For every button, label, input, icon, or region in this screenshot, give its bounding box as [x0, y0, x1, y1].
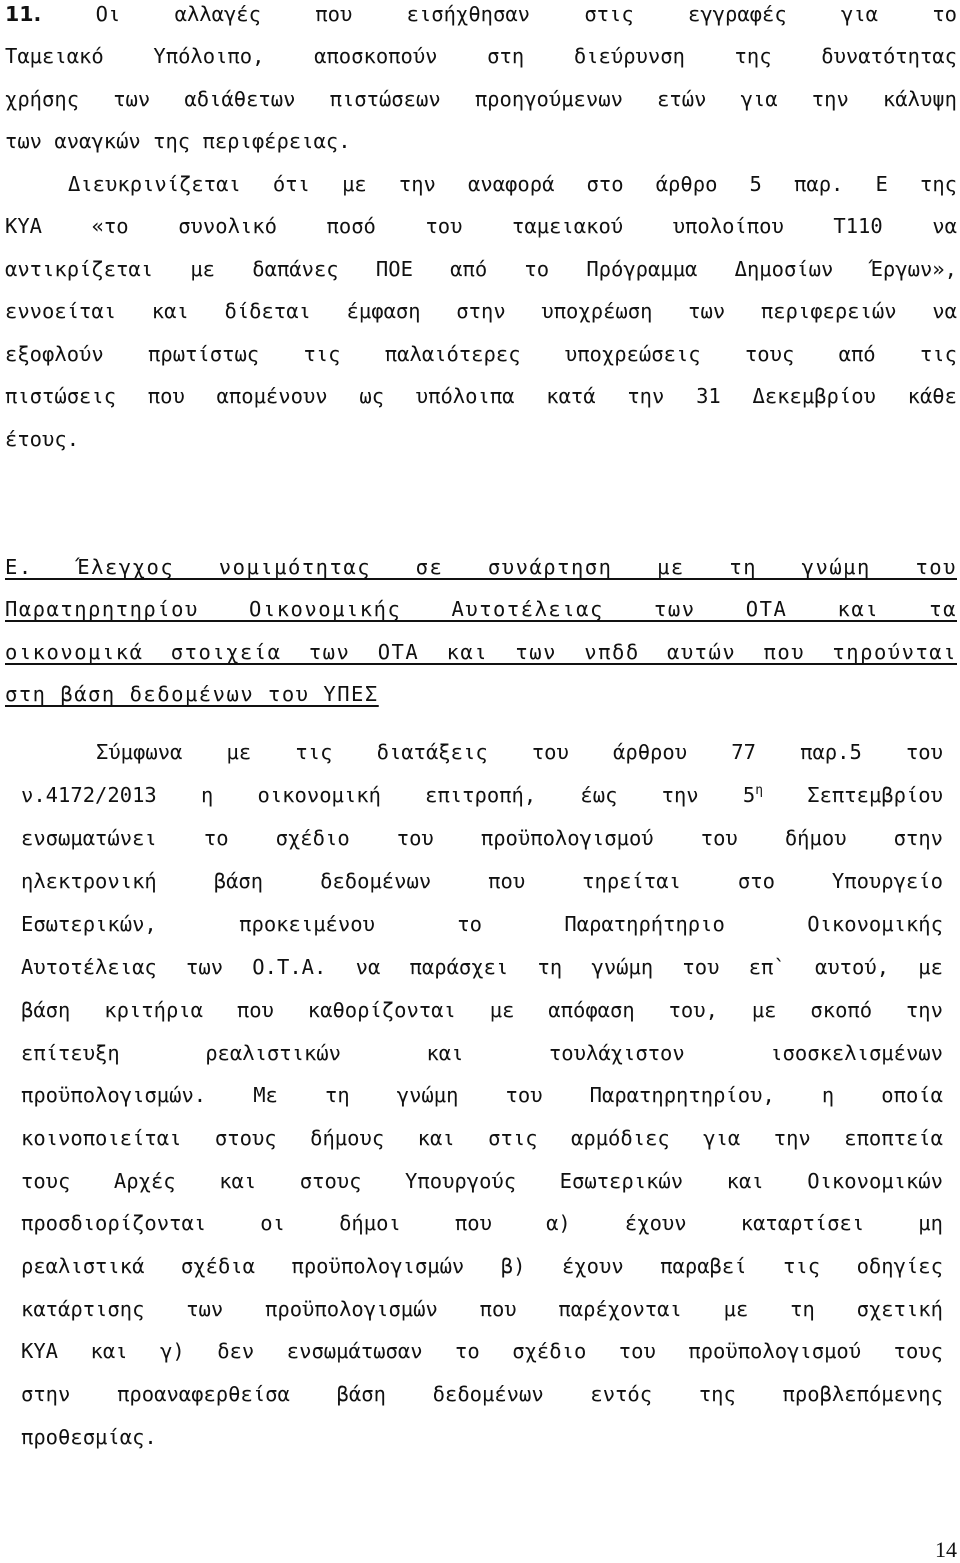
section-11-line-1: 11. Οι αλλαγές που εισήχθησαν στις εγγραφές για το — [5, 2, 957, 26]
body-line-10: κοινοποιείται στους δήμους και στις αρμόδιες για την εποπτεία — [21, 1126, 943, 1150]
body-line-14: κατάρτισης των προϋπολογισμών που παρέχονται με τη σχετική — [21, 1297, 943, 1321]
heading-line-3: οικονομικά στοιχεία των ΟΤΑ και των νπδδ αυτών που τηρούνται — [5, 640, 957, 664]
body-line-12: προσδιορίζονται οι δήμοι που α) έχουν καταρτίσει μη — [21, 1211, 943, 1235]
body-line-9: προϋπολογισμών. Με τη γνώμη του Παρατηρητηρίου, η οποία — [21, 1083, 943, 1107]
section-11-line-5: Διευκρινίζεται ότι με την αναφορά στο άρθρο 5 παρ. Ε της — [68, 172, 957, 196]
section-11-line-7: αντικρίζεται με δαπάνες ΠΟΕ από το Πρόγραμμα Δημοσίων Έργων», — [5, 257, 957, 281]
body-line-7: βάση κριτήρια που καθορίζονται με απόφαση του, με σκοπό την — [21, 998, 943, 1022]
body-line-4: ηλεκτρονική βάση δεδομένων που τηρείται στο Υπουργείο — [21, 869, 943, 893]
body-line-13: ρεαλιστικά σχέδια προϋπολογισμών β) έχουν παραβεί τις οδηγίες — [21, 1254, 943, 1278]
body-line-11: τους Αρχές και στους Υπουργούς Εσωτερικών και Οικονομικών — [21, 1169, 943, 1193]
section-11-line-6: ΚΥΑ «το συνολικό ποσό του ταμειακού υπολοίπου Τ110 να — [5, 214, 957, 238]
body-line-8: επίτευξη ρεαλιστικών και τουλάχιστον ισοσκελισμένων — [21, 1041, 943, 1065]
body-line-1: Σύμφωνα με τις διατάξεις του άρθρου 77 παρ.5 του — [96, 740, 943, 764]
section-11-line-4: των αναγκών της περιφέρειας. — [5, 129, 351, 153]
body-line-5: Εσωτερικών, προκειμένου το Παρατηρήτηριο Οικονομικής — [21, 912, 943, 936]
body-line-3: ενσωματώνει το σχέδιο του προϋπολογισμού του δήμου στην — [21, 826, 943, 850]
body-line-15: ΚΥΑ και γ) δεν ενσωμάτωσαν το σχέδιο του προϋπολογισμού τους — [21, 1339, 943, 1363]
heading-line-4: στη βάση δεδομένων του ΥΠΕΣ — [5, 682, 379, 706]
section-11-line-9: εξοφλούν πρωτίστως τις παλαιότερες υποχρεώσεις τους από τις — [5, 342, 957, 366]
section-11-number: 11. — [5, 2, 42, 26]
section-11-line-8: εννοείται και δίδεται έμφαση στην υποχρέωση των περιφερειών να — [5, 299, 957, 323]
section-11-line-10: πιστώσεις που απομένουν ως υπόλοιπα κατά την 31 Δεκεμβρίου κάθε — [5, 384, 957, 408]
superscript: η — [755, 783, 764, 799]
body-line-6: Αυτοτέλειας των Ο.Τ.Α. να παράσχει τη γνώμη του επ` αυτού, με — [21, 955, 943, 979]
body-line-2: ν.4172/2013 η οικονομική επιτροπή, έως την $5^\eta$ Σεπτεμβρίου — [21, 783, 943, 807]
body-line-16: στην προαναφερθείσα βάση δεδομένων εντός της προβλεπόμενης — [21, 1382, 943, 1406]
section-11-line-11: έτους. — [5, 427, 80, 451]
heading-line-1: Ε. Έλεγχος νομιμότητας σε συνάρτηση με τη γνώμη του — [5, 555, 957, 579]
section-11-line-2: Ταμειακό Υπόλοιπο, αποσκοπούν στη διεύρυνση της δυνατότητας — [5, 44, 957, 68]
page-number: 14 — [935, 1537, 957, 1562]
section-11-line-3: χρήσης των αδιάθετων πιστώσεων προηγούμενων ετών για την κάλυψη — [5, 87, 957, 111]
heading-line-2: Παρατηρητηρίου Οικονομικής Αυτοτέλειας των ΟΤΑ και τα — [5, 597, 957, 621]
body-line-17: προθεσμίας. — [21, 1425, 157, 1449]
